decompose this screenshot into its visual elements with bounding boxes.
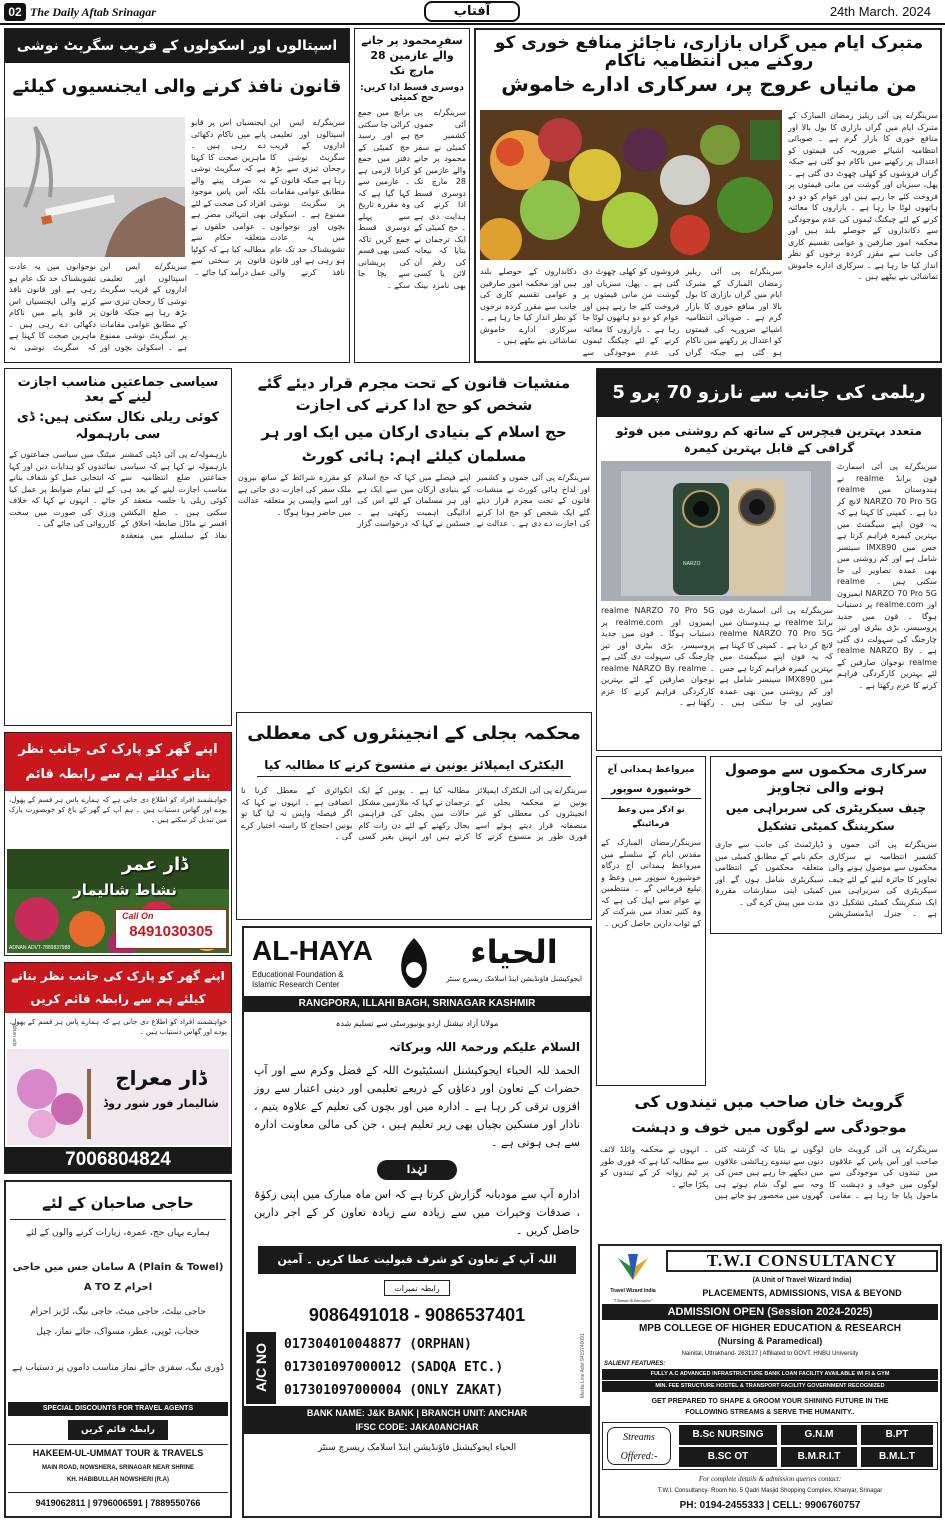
twi-title: T.W.I CONSULTANCY (666, 1250, 938, 1272)
twi-location: Nainital, Uttrakhand- 263127 | Affiliated to GOVT. HNBU University (681, 1351, 859, 1357)
phone-brand-label: NARZO (683, 561, 701, 567)
twi-unit: (A Unit of Travel Wizard India) (752, 1277, 852, 1284)
twi-college-1: MPB COLLEGE OF HIGHER EDUCATION & RESEARCH (638, 1323, 902, 1334)
ad-twi (598, 1244, 942, 1518)
ad-shalimar-1-call-label: Call On (122, 911, 154, 921)
story-merger-body: سرینگر/ے پی آئی جموں و کشمیر انتظامیہ نے سرکاری محکموں سے موصول ہونے والی تجاویز کا جائزہ لینے کے لئے چیف سیکریٹری کی سربراہی میں ایک سکریننگ کمیٹی تشکیل دی ہے ۔ جنرل ایڈمنسٹریشن ڈپارٹمنٹ کی جانب سے جاری حکم نامے کے مطابق کمیٹی میں متعلقہ محکموں کے انتظامی سیکریٹری شامل ہوں گے اور کمیٹی اپنی سفارشات مقررہ مدت میں پیش کرے گی ۔ (715, 840, 937, 918)
twi-features-2: MIN. FEE STRUCTURE HOSTEL & TRANSPORT FACILITY GOVERNMENT RECOGNIZED (602, 1381, 938, 1392)
fruit-vegetable-photo (480, 110, 782, 260)
masthead-rule (0, 23, 945, 25)
ad-alhaya-side-ref: Media Line Advt 9419740091 (580, 1333, 586, 1398)
ad-alhaya-greeting: السلام علیکم ورحمۃ اللہ وبرکاتہ (389, 1040, 580, 1054)
ad-shalimar-2 (4, 962, 232, 1174)
story-rally (4, 368, 232, 726)
ad-hajj-special: SPECIAL DISCOUNTS FOR TRAVEL AGENTS (8, 1402, 228, 1416)
ad-shalimar-1-call-box (115, 909, 227, 949)
ad-alhaya-account-1: 017304010048877 (ORPHAN) (284, 1337, 472, 1352)
story-mubarak-subheadline: من مانیاں عروج پر، سرکاری ادارے خاموش (501, 72, 917, 96)
story-hospital (4, 28, 350, 363)
twi-prepare-2: FOLLOWING STREAMS & SERVE THE HUMANITY.. (685, 1409, 855, 1416)
story-electric-subheadline: الیکٹرک ایمپلائز یونین نے منسوخ کرنے کا مطالبہ کیا (257, 753, 571, 777)
twi-admission: ADMISSION OPEN (Session 2024-2025) (602, 1304, 938, 1320)
ad-shalimar-2-ref: adnan ads (11, 1023, 17, 1047)
ad-alhaya-sub-en-1: Educational Foundation & (252, 970, 344, 979)
twi-streams-label: Streams Offered:- (607, 1427, 671, 1465)
story-rally-headline: سیاسی جماعتیں مناسب اجازت لینے کے بعد (17, 375, 219, 405)
ad-hajj-address-2: KH. HABIBULLAH NOWSHERI (R.A) (67, 1477, 169, 1483)
ad-alhaya-logo-icon (394, 934, 434, 992)
story-waaz-body: سرینگر/رمضان المبارک کے مقدس ایام کے سلسلے میں میرواعظ ہمدانی آج درگاہ خوشپورہ سوپور میں وعظ و تبلیغ فرمائیں گے ۔ منتظمین نے عوام سے اپیل کی ہے کہ وہ کثیر تعداد میں شرکت کر کے ثواب دارین حاصل کریں ۔ (601, 838, 701, 928)
twi-details: For complete details & admission queries contact: (698, 1475, 842, 1483)
ad-hajj-header: حاجی صاحبان کے لئے (10, 1186, 226, 1220)
story-safar (354, 28, 470, 363)
ad-alhaya-account-2: 017301097000012 (SADQA ETC.) (284, 1360, 504, 1375)
story-realme-subheadline: متعدد بہترین فیچرس کے ساتھ کم روشنی میں فوٹو گرافی کے قابل بہترین کیمرہ (616, 424, 922, 455)
paper-name: The Daily Aftab Srinagar (30, 5, 156, 19)
ad-hajj-phones: 9419062811 | 9796006591 | 7889550766 (8, 1492, 228, 1512)
ad-alhaya-name-ur: الحیاء (470, 933, 558, 971)
ad-hajj (4, 1180, 232, 1518)
story-mubarak-body-left: سرینگر/ے پی آئی ریلیز رمضان المبارک کے متبرک ایام میں گراں بازاری کا بول بالا اور منافع خوری کا بازار گرم ہے ۔ صوبائی انتظامیہ اشیائے ضروریہ کی قیمتوں کو اعتدال پر رکھنے میں ناکام ہو گئی ہے جبکہ گراں فروشوں کو کھلی چھوٹ دی گئی ہے ۔ پھل، سبزیاں اور گوشت من مانی قیمتوں پر فروخت کئے جا رہے ہیں اور عوام کو دو دو ہاتھوں لوٹا جا رہا ہے ۔ بازاروں کا معائنہ کرنے کے لئے چیکنگ ٹیموں کی عدم موجودگی سے دکانداروں کے حوصلے بلند ہیں اور محکمہ امور صارفین و عوامی تقسیم کاری کی جانب سے مقرر کردہ نرخوں کو نظر انداز کیا جا رہا ہے ۔ سرکاری ادارے خاموش تماشائی بنے بیٹھے ہیں ۔ (480, 267, 782, 357)
ad-shalimar-2-phone: 7006804824 (5, 1147, 231, 1173)
twi-services: PLACEMENTS, ADMISSIONS, VISA & BEYOND (702, 1288, 902, 1298)
story-court (236, 368, 592, 704)
story-dogs-subheadline: موجودگی سے لوگوں میں خوف و دہشت (631, 1120, 907, 1136)
twi-stream-6: B.M.L.T (861, 1447, 933, 1467)
story-waaz-headline: خوشپورہ سوپور (601, 781, 701, 799)
ad-alhaya-bank: BANK NAME: J&K BANK | BRANCH UNIT: ANCHAR (244, 1406, 590, 1420)
masthead (0, 0, 945, 24)
ad-hajj-contact-label: رابطہ قائم کریں (68, 1420, 168, 1440)
ad-hajj-item-1: (Plain & Towel) A سامان جس میں حاجی احرام A TO Z (12, 1262, 224, 1293)
twi-stream-2: G.N.M (781, 1425, 857, 1445)
ad-alhaya-address-bar: RANGPORA, ILLAHI BAGH, SRINAGAR KASHMIR (244, 996, 590, 1012)
ad-hajj-intro: ہمارے یہاں حج، عمرہ، زیارات کرنے والوں کے لئے (26, 1228, 210, 1238)
ad-shalimar-2-shop: شالیمار فور شور روڈ (103, 1097, 219, 1110)
story-merger-subheadline: چیف سیکریٹری کی سربراہی میں سکریننگ کمیٹی تشکیل (725, 801, 927, 833)
page-number-badge: 02 (4, 3, 26, 21)
ad-alhaya-ac-label: A/C NO (246, 1332, 276, 1404)
ad-hajj-item-4: ڈوری بیگ، سفری جائے نماز مناسب داموں پر دستیاب ہے (11, 1363, 225, 1373)
ad-alhaya-sub-ur: ایجوکیشنل فاؤنڈیشن اینڈ اسلامک ریسرچ سنٹر (446, 975, 582, 983)
ad-shalimar-1-ref: ADNAN ADVT-7889837988 (9, 945, 71, 951)
twi-logo-icon (604, 1250, 662, 1288)
story-hospital-subheadline: قانون نافذ کرنے والی ایجنسیوں کیلئے (12, 76, 342, 97)
ad-alhaya-para-1: الحمد للہ الحیاء ایجوکیشنل انسٹیٹیوٹ اللہ کے فضل وکرم سے اور آپ حضرات کے تعاون اور دعاؤں کے ذریعے تعلیمی اور دینی اعتبار سے روز افزوں ترقی کر رہا ہے ۔ ادارہ میں اور بچوں کی تعلیم کے علاوہ یتیم ، نادار اور مسکین بچیاں بھی زیر تعلیم ہیں ، جن کی مالی معاونت ادارہ سے ہی ہوتی ہے ۔ (254, 1064, 580, 1149)
story-safar-headline: سفرِمحمود پر جانے والے عازمین 28 مارچ تک (361, 34, 463, 77)
story-dogs (596, 1090, 942, 1240)
twi-stream-4: B.SC OT (679, 1447, 777, 1467)
story-realme-headline: ریلمی کی جانب سے نارزو 70 پرو 5 (612, 382, 926, 403)
ad-shalimar-1-shop: نشاط شالیمار (73, 881, 177, 899)
twi-stream-3: B.PT (861, 1425, 933, 1445)
ad-shalimar-1-body: خواہشمند افراد کو اطلاع دی جاتی ہے کہ ہمارے پاس ہر قسم کے پھول، پودے اور گھاس دستیاب ہیں ۔ ہم آپ کے گھر کے باغ کو خوبصورت پارک میں تبدیل کر سکتے ہیں ۔ (9, 796, 227, 824)
ad-alhaya-dua: اللہ آپ کے تعاون کو شرف قبولیت عطا کریں ۔ آمین (258, 1246, 576, 1274)
story-court-headline: منشیات قانون کے تحت مجرم قرار دیئے گئے شخص کو حج ادا کرنے کی اجازت (257, 374, 571, 414)
issue-date: 24th March. 2024 (829, 4, 931, 19)
ad-alhaya-para-2: ادارہ آپ سے مودبانہ گزارش کرتا ہے کہ اس ماہ مبارک میں اپنی زکوٰۃ ، صدقات وخیرات میں سے زیادہ سے زیادہ تعاون کر کے اجر دارین حاصل کریں ۔ (254, 1188, 580, 1237)
ad-alhaya (242, 926, 592, 1518)
story-dogs-headline: گرویٹ خان صاحب میں تیندوں کی (634, 1092, 904, 1111)
twi-stream-5: B.M.R.I.T (781, 1447, 857, 1467)
story-waaz (596, 756, 706, 1086)
story-rally-subheadline: کوئی ریلی نکال سکتی ہیں: ڈی سی بارہمولہ (16, 410, 220, 442)
ad-shalimar-1-name: ڈار عمر (121, 854, 189, 875)
story-merger (710, 756, 942, 934)
ad-alhaya-phones: 9086491018 - 9086537401 (308, 1305, 526, 1325)
cigarette-smoke-photo (5, 117, 185, 257)
twi-college-2: (Nursing & Paramedical) (717, 1336, 823, 1346)
twi-streams-box (602, 1422, 938, 1470)
story-hospital-body-left: سرینگر/ے ایس این اسپتالوں اور تعلیمی اداروں کے قریب سگریٹ نوشی کا رجحان تیزی سے بڑھ رہا ہے جبکہ قانون کے مطابق عوامی مقامات پر سگریٹ نوشی ممنوع ہے ۔ اسکولی بچوں اور نوجوانوں میں یہ عادت تشویشناک حد تک عام ہو رہی ہے اور قانون نافذ کرنے والی ایجنسیاں اس پر قابو پانے میں ناکام دکھائی دے رہی ہیں ۔ ماہرین صحت کا کہنا ہے کہ سگریٹ نوشی نہ (9, 262, 187, 352)
ad-alhaya-contact-label: رابطہ نمبرات (384, 1280, 450, 1296)
story-dogs-body: سرینگر/ے پی آئی گرویٹ خان صاحب اور آس پاس کے علاقوں میں تیندوں کی موجودگی سے لوگوں میں خوف و دہشت کا ماحول پایا جا رہا ہے ۔ مقامی لوگوں نے بتایا کہ گزشتہ کئی دنوں سے تیندوے رہائشی علاقوں میں دیکھے جا رہے ہیں جس کی وجہ سے لوگ شام ہوتے ہی گھروں میں محصور ہو جاتے ہیں ۔ انہوں نے محکمہ وائلڈ لائف سے مطالبہ کیا ہے کہ فوری طور پر ٹیم روانہ کر کے تیندوں کو پکڑا جائے ۔ (600, 1145, 938, 1200)
twi-phone: PH: 0194-2455333 | CELL: 9906760757 (679, 1500, 861, 1511)
ad-shalimar-1-header: اپنے گھر کو پارک کی جانب نظر بنانے کیلئے ہم سے رابطہ قائم (18, 742, 218, 782)
story-mubarak-body-right: سرینگر/ے پی آئی ریلیز رمضان المبارک کے متبرک ایام میں گراں بازاری کا بول بالا اور منافع خوری کا بازار گرم ہے ۔ صوبائی انتظامیہ اشیائے ضروریہ کی قیمتوں کو اعتدال پر رکھنے میں ناکام ہو گئی ہے جبکہ گراں فروشوں کو کھلی چھوٹ دی گئی ہے ۔ پھل، سبزیاں اور گوشت من مانی قیمتوں پر فروخت کئے جا رہے ہیں اور عوام کو دو دو ہاتھوں لوٹا جا رہا ہے ۔ بازاروں کا معائنہ کرنے کے لئے چیکنگ ٹیموں کی عدم موجودگی سے دکانداروں کے حوصلے بلند ہیں اور محکمہ امور صارفین و عوامی تقسیم کاری کی جانب سے مقرر کردہ نرخوں کو نظر انداز کیا جا رہا ہے ۔ سرکاری ادارے خاموش تماشائی بنے بیٹھے ہیں ۔ (788, 111, 938, 281)
masthead-logo: آفتاب (424, 1, 520, 22)
story-hospital-headline: اسپتالوں اور اسکولوں کے قریب سگریٹ نوشی (16, 38, 338, 54)
story-safar-subheadline: دوسری قسط ادا کریں: حج کمیٹی (360, 83, 464, 103)
story-waaz-kicker: میرواعظ ہمدانی آج (607, 765, 695, 775)
story-waaz-subheadline: نو ادگر میں وعظ فرمائینگے (617, 805, 685, 828)
story-mubarak-headline: متبرک ایام میں گراں بازاری، ناجائز منافع خوری کو روکنے میں انتظامیہ ناکام (494, 34, 924, 70)
story-realme-body-left: سرینگر/ے پی آئی اسمارٹ فون برانڈ realme نے ہندوستان میں realme NARZO 70 Pro 5G لانچ کر دیا ہے ۔ کمپنی کا کہنا ہے کہ یہ فون اپنے سیگمنٹ میں بہترین کیمرہ فراہم کرتا ہے جس میں IMX890 سینسر شامل ہے اور کم روشنی میں بھی عمدہ تصاویر لی جا سکتی ہیں ۔ realme NARZO 70 Pro 5G ایمیزون اور realme.com پر دستیاب ہوگا ۔ فون میں جدید پروسیسر، بڑی بیٹری اور تیز چارجنگ کی سہولت دی گئی ہے ۔ realme NARZO By realme نوجوان صارفین کے لئے بہترین کارکردگی فراہم کرنے کا عزم رکھتا ہے ۔ (601, 606, 833, 707)
ad-alhaya-affiliation: مولانا آزاد نیشنل اردو یونیورسٹی سے تسلیم شدہ (335, 1019, 499, 1028)
ad-shalimar-1 (4, 732, 232, 956)
story-mubarak (474, 28, 942, 363)
ad-hajj-address-1: MAIN ROAD, NOWSHERA, SRINAGAR NEAR SHRINE (41, 1465, 194, 1471)
story-electric-body: سرینگر/ے پی آئی الیکٹرک ایمپلائز یونین نے محکمہ بجلی کے انجینئروں کی معطلی کو غیر منصفانہ قرار دیتے ہوئے اسے فوری طور پر منسوخ کرنے کا مطالبہ کیا ہے ۔ یونین کے ایک ترجمان نے کہا کہ ملازمین مشکل حالات میں بجلی کی فراہمی بحال رکھنے کے لئے دن رات کام کرتے ہیں اور انہیں بغیر کسی انکوائری کے معطل کرنا نا انصافی ہے ۔ انہوں نے کہا کہ اگر فیصلہ واپس نہ لیا گیا تو یونین احتجاج کا راستہ اختیار کرے گی ۔ (241, 786, 587, 841)
twi-logo-tag: "Ultimate & Innovative" (613, 1298, 653, 1303)
ad-alhaya-footer: الحیاء ایجوکیشنل فاؤنڈیشن اینڈ اسلامک ریسرچ سنٹر (317, 1443, 517, 1453)
ad-alhaya-sub-en-2: Islamic Research Center (252, 980, 340, 989)
ad-hajj-company: HAKEEM-UL-UMMAT TOUR & TRAVELS (8, 1444, 228, 1460)
story-electric (236, 712, 592, 920)
twi-stream-1: B.Sc NURSING (679, 1425, 777, 1445)
story-realme (596, 368, 942, 751)
twi-features-1: FULLY A.C ADVANCED INFRASTRUCTURE BANK LOAN FACILITY AVAILABLE WI FI & GYM (602, 1369, 938, 1380)
ad-alhaya-ifsc: IFSC CODE: JAKA0ANCHAR (244, 1420, 590, 1434)
ad-shalimar-2-body: خواہشمند افراد کو اطلاع دی جاتی ہے کہ ہمارے پاس ہر قسم کے پھول، پودے اور گھاس دستیاب ہیں ۔ (9, 1018, 227, 1036)
story-court-body: سرینگر/ے پی آئی جموں و کشمیر اور لداخ ہائی کورٹ نے منشیات قانون کے تحت مجرم قرار دیئے گئے ایک شخص کو حج ادا کرنے کی اجازت دے دی ہے ۔ عدالت نے اپنے فیصلے میں کہا کہ حج اسلام کے بنیادی ارکان میں سے ایک ہے اور ہر مسلمان کے لئے اس کی ادائیگی اہمیت رکھتی ہے ۔ جسٹس نے کہا کہ درخواست گزار کو مقررہ شرائط کے ساتھ بیرون ملک سفر کی اجازت دی جاتی ہے اور اسے واپسی پر متعلقہ عدالت میں حاضر ہونا ہوگا ۔ (238, 473, 590, 528)
story-hospital-body-right: سرینگر/ے ایس این اسپتالوں اور تعلیمی اداروں کے قریب سگریٹ نوشی کا رجحان تیزی سے بڑھ رہا ہے جبکہ قانون کے مطابق عوامی مقامات پر سگریٹ نوشی ممنوع ہے ۔ اسکولی بچوں اور نوجوانوں میں یہ عادت تشویشناک حد تک عام ہو رہی ہے اور قانون نافذ کرنے والی ایجنسیاں اس پر قابو پانے میں ناکام دکھائی دے رہی ہیں ۔ ماہرین صحت کا کہنا ہے کہ سگریٹ نوشی نہ صرف پینے والے بلکہ آس پاس موجود افراد کی صحت کے لئے بھی انتہائی مضر ہے ۔ عوامی حلقوں نے متعلقہ حکام سے مطالبہ کیا ہے کہ کوٹپا قانون پر سختی سے عمل درآمد کیا جائے ۔ (191, 118, 345, 277)
story-rally-body: بارہمولہ/ے پی آئی ڈپٹی کمشنر بارہمولہ نے کہا ہے کہ سیاسی جماعتیں ضلع انتظامیہ سے مناسب اجازت لینے کے بعد ہی کوئی ریلی یا جلسہ منعقد کر سکتی ہیں ۔ ضلع الیکشن افسر نے ماڈل ضابطہ اخلاق کے نفاذ کے سلسلے میں منعقدہ میٹنگ میں سیاسی جماعتوں کے نمائندوں کو ہدایات دیں اور کہا کہ انتخابی عمل کو شفاف بنانے کے لئے تمام ضوابط پر عمل کیا جائے ۔ انہوں نے کہا کہ خلاف ورزی کی صورت میں سخت کارروائی کی جائے گی ۔ (9, 450, 227, 540)
ad-alhaya-lihaza: لہٰذا (377, 1160, 457, 1180)
story-court-subheadline: حج اسلام کے بنیادی ارکان میں ایک اور ہر مسلمان کیلئے اہم: ہائی کورٹ (261, 423, 567, 465)
story-electric-headline: محکمہ بجلی کے انجینئروں کی معطلی (247, 723, 581, 744)
realme-phone-photo (601, 461, 831, 601)
ad-hajj-item-2: حاجی بیلٹ، حاجی میٹ، حاجی بیگ، لڑیز احرام (30, 1307, 206, 1317)
ad-shalimar-1-phone: 8491030305 (129, 923, 213, 940)
twi-features-label: SALIENT FEATURES: (604, 1361, 666, 1367)
twi-logo-caption: Travel Wizard India (610, 1288, 656, 1294)
story-realme-body-right: سرینگر/ے پی آئی اسمارٹ فون برانڈ realme نے ہندوستان میں realme NARZO 70 Pro 5G لانچ کر دیا ہے ۔ کمپنی کا کہنا ہے کہ یہ فون اپنے سیگمنٹ میں بہترین کیمرہ فراہم کرتا ہے جس میں IMX890 سینسر شامل ہے اور کم روشنی میں بھی عمدہ تصاویر لی جا سکتی ہیں ۔ realme NARZO 70 Pro 5G ایمیزون اور realme.com پر دستیاب ہوگا ۔ فون میں جدید پروسیسر، بڑی بیٹری اور تیز چارجنگ کی سہولت دی گئی ہے ۔ realme NARZO By realme نوجوان صارفین کے لئے بہترین کارکردگی فراہم کرنے کا عزم رکھتا ہے ۔ (837, 462, 937, 690)
ad-hajj-item-3: حجاب، ٹوپی، عطر، مسواک، جائے نماز، چپل (36, 1327, 200, 1337)
twi-prepare-1: GET PREPARED TO SHAPE & GROOM YOUR SHINING FUTURE IN THE (651, 1398, 889, 1405)
twi-address: T.W.I. Consultancy- Room No. 5 Qadri Masjid Shopping Complex, Khanyar, Srinagar (657, 1488, 883, 1494)
story-merger-headline: سرکاری محکموں سے موصول ہونے والی تجاویز (724, 762, 928, 796)
ad-alhaya-name-en: AL-HAYA (252, 935, 373, 966)
ad-shalimar-2-name: ڈار معراج (115, 1066, 207, 1090)
ad-shalimar-2-header: اپنے گھر کو پارک کی جانب نظر بنانے کیلئے ہم سے رابطہ قائم کریں (11, 969, 225, 1006)
ad-alhaya-account-3: 017301097000004 (ONLY ZAKAT) (284, 1383, 504, 1398)
story-safar-body: سرینگر/ے پی آئی جموں کشمیر حج کمیٹی نے سفر محمود پر جانے والے عازمین کو 28 مارچ تک دوسری قسط ادا کرنے کی ہدایت دی ہے ۔ حج کمیٹی کے ایک ترجمان نے بتایا کہ بیعانہ کی رقم آن لائن یا کسی بھی نامزد بینک برانچ میں جمع کرائی جا سکتی ہے اور رسید حج کمیٹی کے دفتر میں جمع کرانا لازمی ہے ۔ عازمین سے کہا گیا ہے کہ وہ مقررہ تاریخ سے پہلے دوسری قسط جمع کریں تاکہ کسی بھی قسم کی پریشانی سے بچا جا سکے ۔ (358, 108, 466, 290)
